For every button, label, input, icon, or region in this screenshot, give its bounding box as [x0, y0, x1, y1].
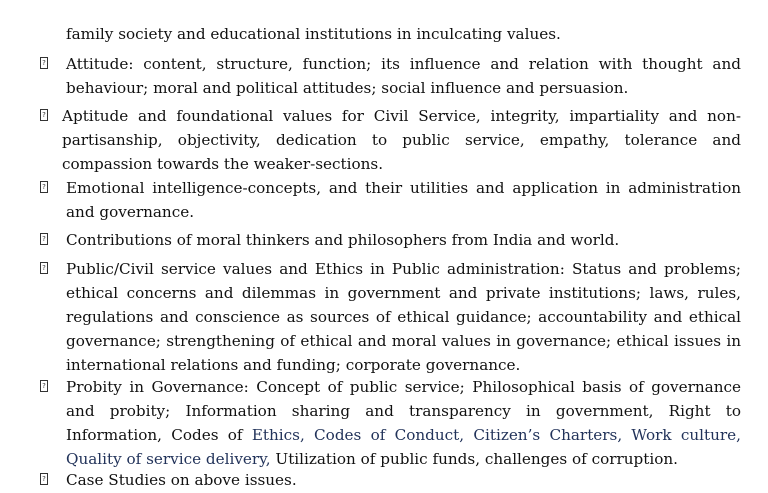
missing-glyph-bullet-icon: ? — [40, 109, 48, 121]
list-item-text: Case Studies on above issues. — [66, 471, 297, 489]
list-item-text: Attitude: content, structure, function; its influence and relation with thought and behaviour; moral and political attitudes; social influence and persuasion. — [66, 55, 741, 97]
list-item-text: Aptitude and foundational values for Civil Service, integrity, impartiality and non-partisanship, objectivity, dedication to public service, empathy, tolerance and compassion towards the weaker-sections. — [62, 107, 741, 173]
list-item-text: Public/Civil service values and Ethics in Public administration: Status and problems; ethical concerns and dilemmas in government and private institutions; laws, rules, regulations and conscience as sources of ethical guidance; accountability and ethical governance; strengthening of ethical and moral values in governance; ethical issues in international relations and funding; corporate governance. — [66, 260, 741, 374]
missing-glyph-bullet-icon: ? — [40, 181, 48, 193]
list-item-text-part: Utilization of public funds, challenges of corruption. — [270, 450, 678, 468]
missing-glyph-bullet-icon: ? — [40, 57, 48, 69]
list-item-text-part: Ethics, Codes of Conduct, Citizen’s Charters, Work culture, Quality of service delivery, — [66, 426, 741, 468]
list-item-text-part: Probity in Governance: Concept of public service; Philosophical basis of governance and probity; Information sharing and transparency in government, Right to Information, Codes of — [66, 378, 741, 444]
missing-glyph-bullet-icon: ? — [40, 262, 48, 274]
missing-glyph-bullet-icon: ? — [40, 233, 48, 245]
list-item-text: Contributions of moral thinkers and philosophers from India and world. — [66, 231, 620, 249]
list-item-text: Emotional intelligence-concepts, and their utilities and application in administration and governance. — [66, 179, 741, 221]
missing-glyph-bullet-icon: ? — [40, 473, 48, 485]
missing-glyph-bullet-icon: ? — [40, 380, 48, 392]
continuation-line: family society and educational institutions in inculcating values. — [66, 25, 561, 43]
list-item-text — [66, 375, 741, 471]
